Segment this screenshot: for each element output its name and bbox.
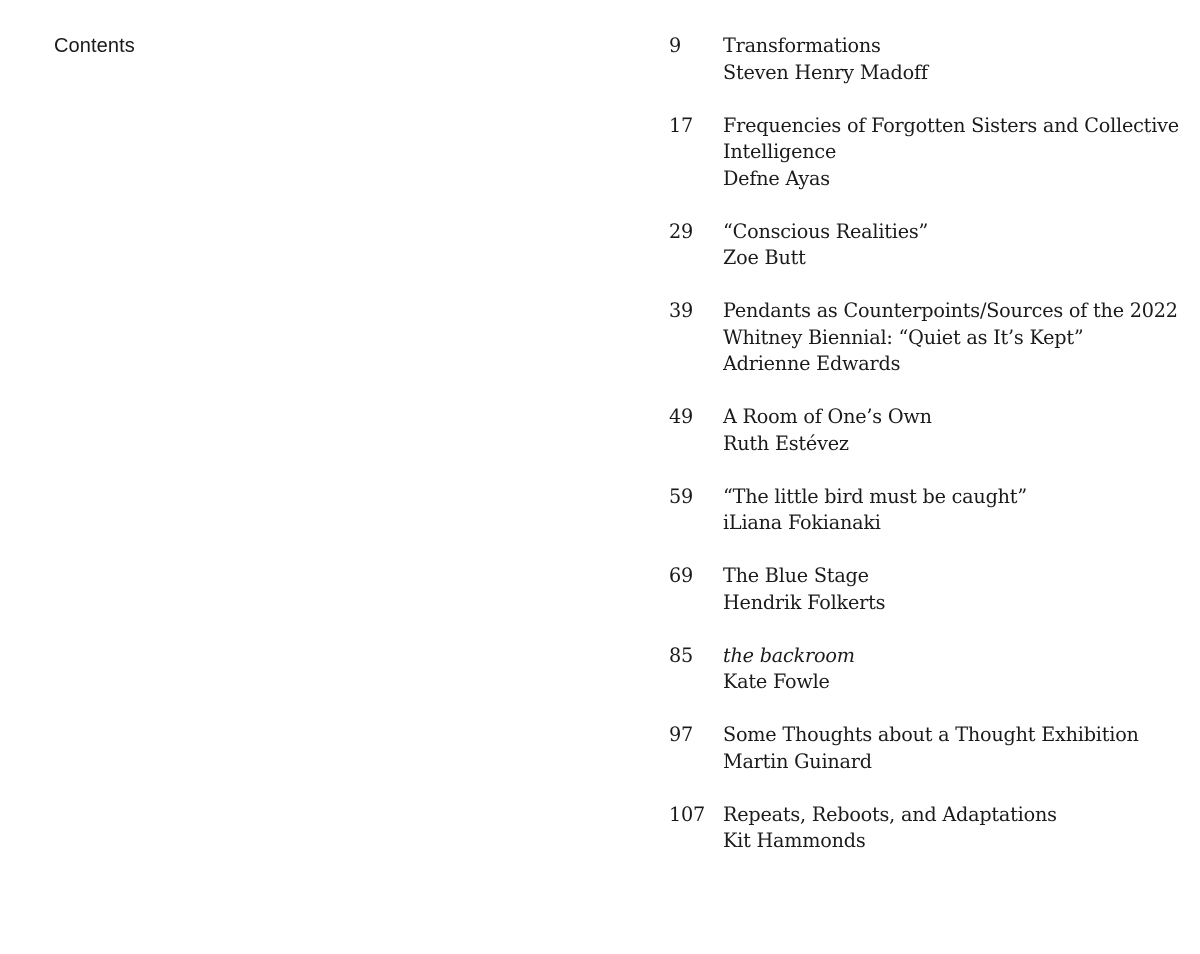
essay-author: Steven Henry Madoff [723,60,928,84]
essay-author: Kate Fowle [723,670,830,693]
essay-title: A Room of One’s Own [723,405,932,428]
essay-author: Kit Hammonds [723,829,866,852]
essay-title: the backroom [723,643,855,667]
page-number: 107 [669,802,706,826]
essay-title: Repeats, Reboots, and Adaptations [723,802,1057,826]
entry-text [723,219,1189,272]
toc-entry [669,219,1189,272]
page-number: 85 [669,643,694,667]
toc-entry [669,113,1189,193]
page-number: 39 [669,299,694,322]
essay-title: The Blue Stage [723,564,869,587]
contents-heading: Contents [54,35,135,57]
entry-text [723,113,1189,193]
essay-title: Transformations [723,34,881,57]
entry-text [723,404,1189,457]
entry-text [723,484,1189,537]
page-number: 69 [669,564,694,587]
toc-entry [669,404,1189,457]
entry-text [723,563,1189,616]
essay-title: “Conscious Realities” [723,219,929,243]
entry-text [723,643,1189,696]
toc-entry [669,643,1189,696]
toc-entry [669,802,1189,855]
page-number: 49 [669,405,694,428]
table-of-contents [669,33,1189,881]
essay-author: iLiana Fokianaki [723,511,881,534]
essay-author: Adrienne Edwards [723,352,901,375]
toc-entry [669,722,1189,775]
essay-author: Zoe Butt [723,246,806,269]
entry-text [723,33,1189,86]
essay-author: Hendrik Folkerts [723,590,886,614]
essay-author: Defne Ayas [723,166,830,190]
toc-entry [669,563,1189,616]
essay-title: “The little bird must be caught” [723,484,1027,508]
page-number: 9 [669,34,682,57]
page-number: 29 [669,219,694,243]
essay-title: Pendants as Counterpoints/Sources of the 2022 Whitney Biennial: “Quiet as It’s Kept” [723,299,1178,349]
essay-title: Some Thoughts about a Thought Exhibition [723,723,1139,746]
essay-author: Martin Guinard [723,749,872,773]
essay-title: Frequencies of Forgotten Sisters and Collective Intelligence [723,113,1179,163]
entry-text [723,722,1189,775]
toc-entry [669,33,1189,86]
page-number: 17 [669,113,694,137]
entry-text [723,298,1189,378]
toc-entry [669,484,1189,537]
entry-text [723,802,1189,855]
essay-author: Ruth Estévez [723,431,849,455]
page-number: 59 [669,484,694,508]
toc-entry [669,298,1189,378]
page-number: 97 [669,723,694,746]
